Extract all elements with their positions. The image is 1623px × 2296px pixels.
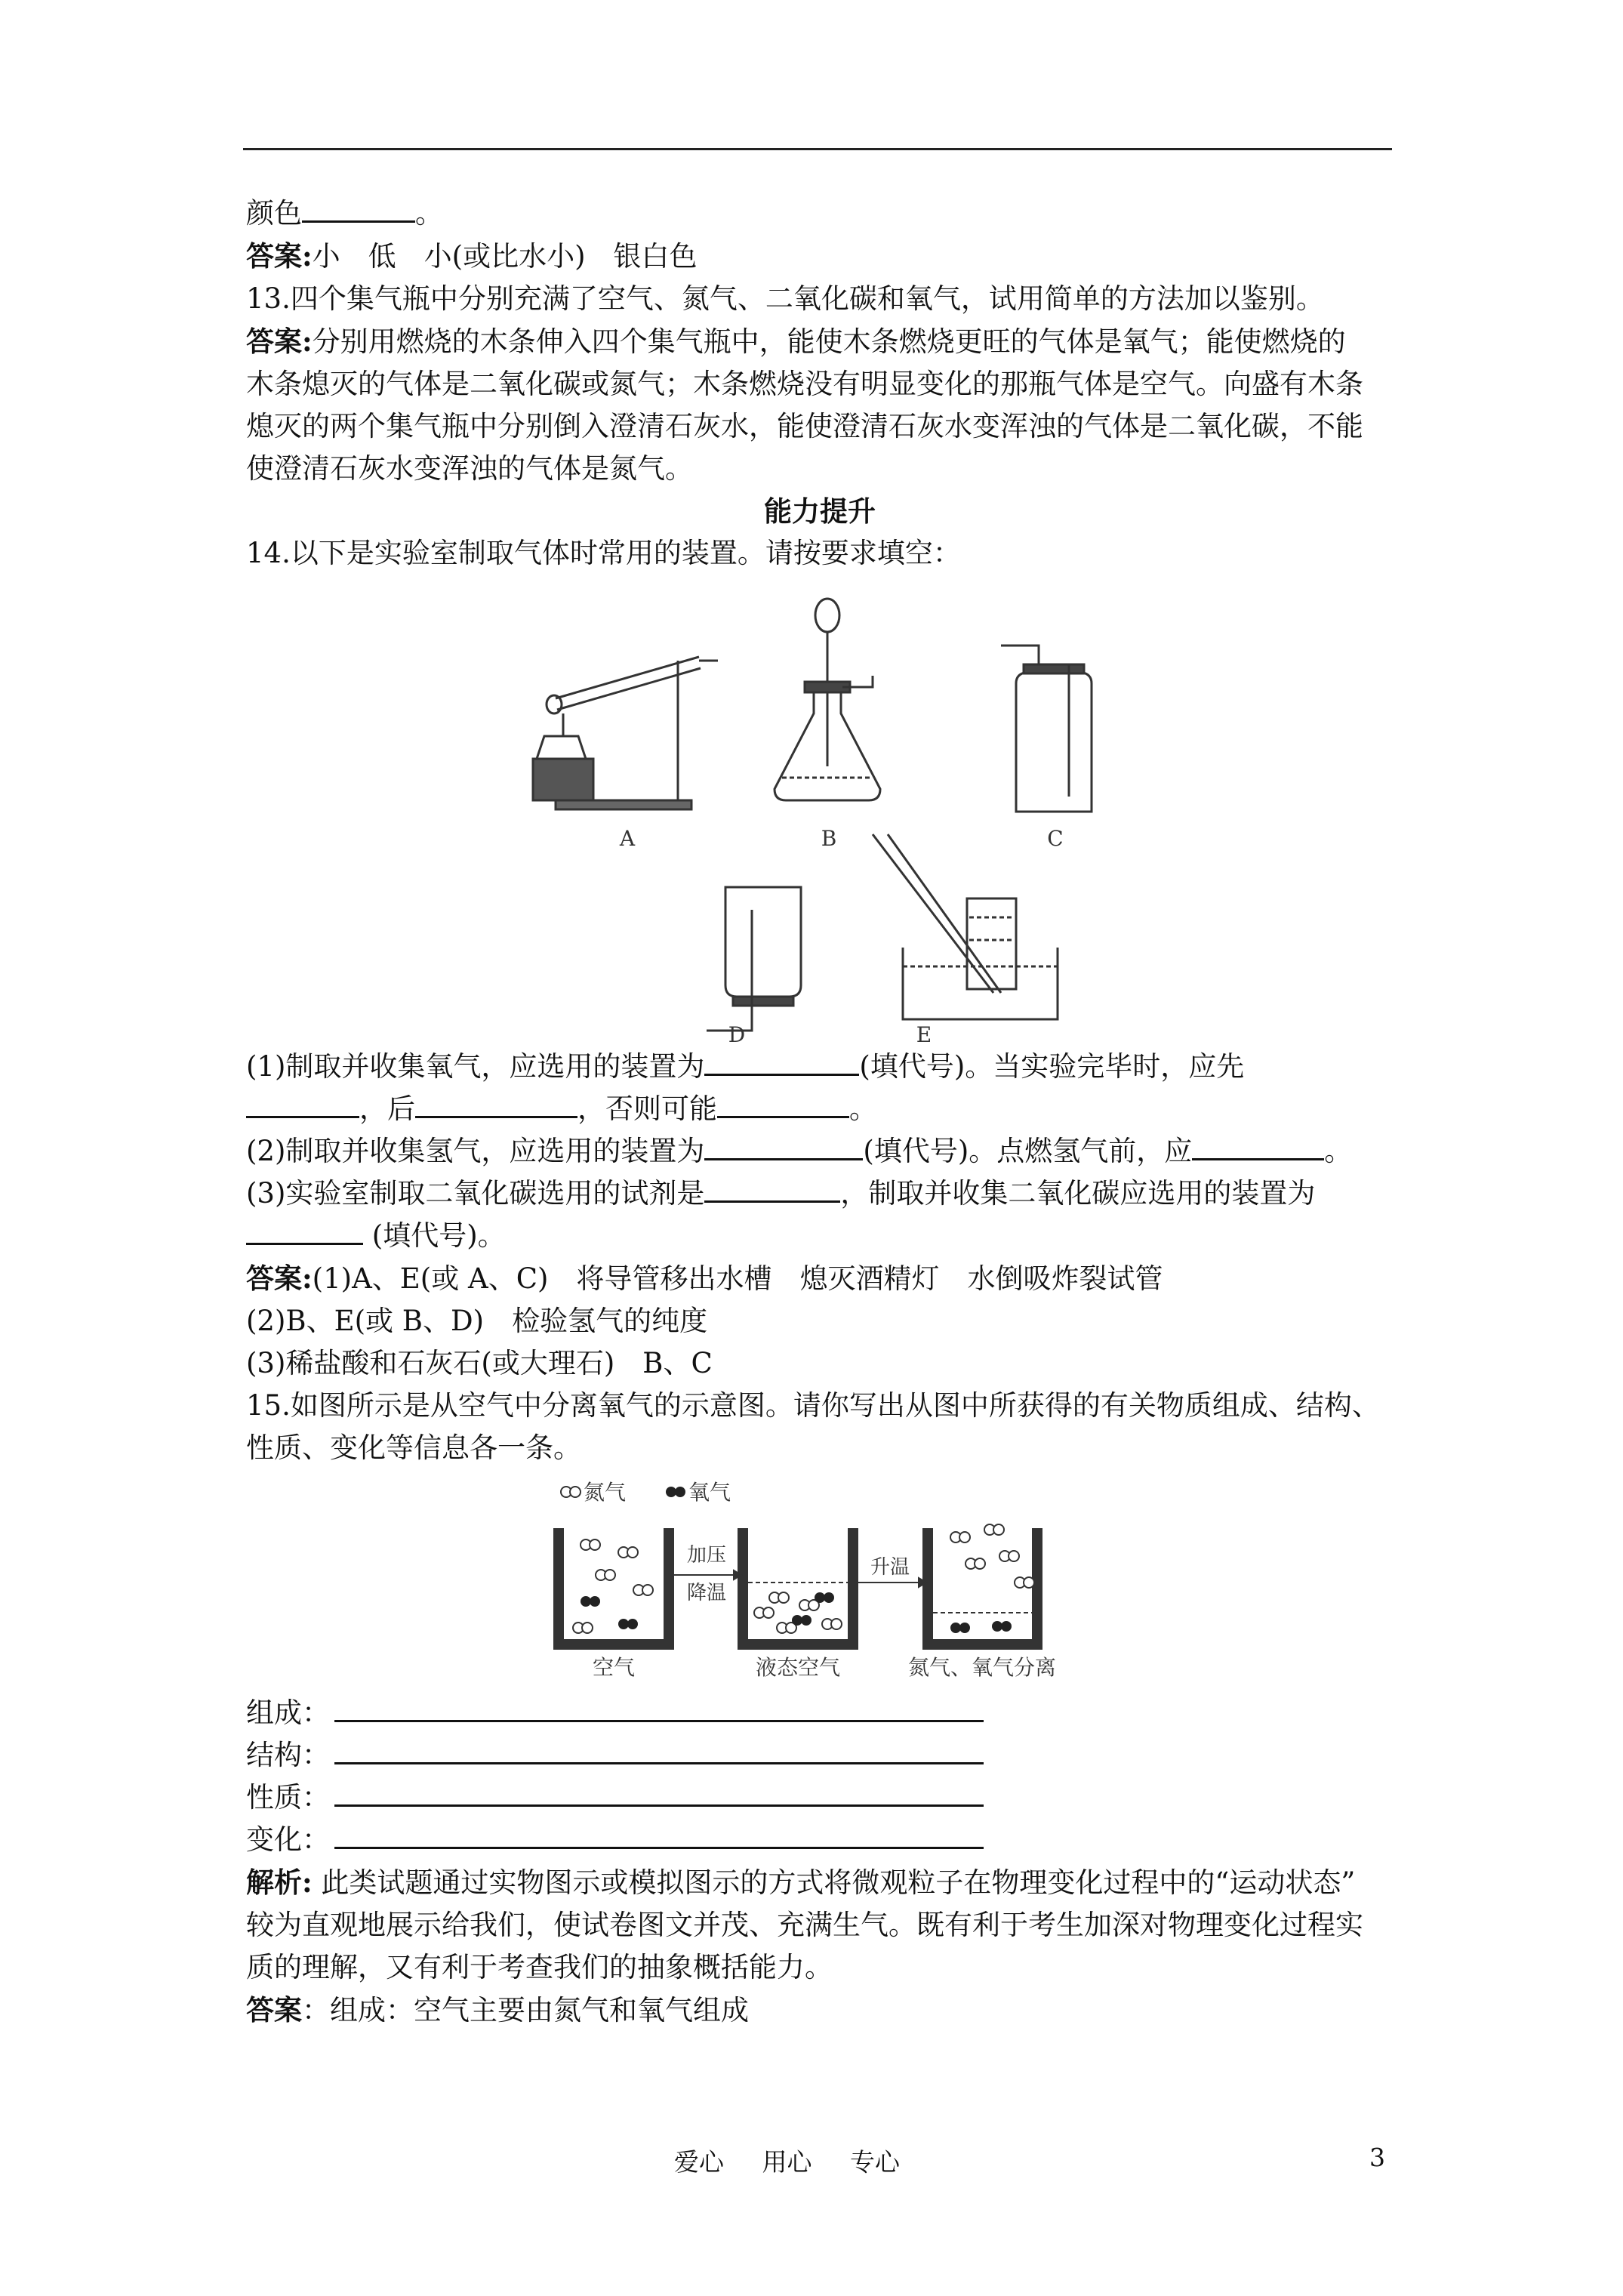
answer-blank[interactable] xyxy=(246,1216,363,1245)
text: 。 xyxy=(1324,1135,1353,1167)
answer-blank[interactable] xyxy=(704,1131,863,1160)
answer-line[interactable] xyxy=(334,1694,984,1722)
q14-answer xyxy=(246,1257,1394,1300)
legend-n2: 氮气 xyxy=(584,1480,627,1505)
analysis-label: 解析: xyxy=(246,1866,313,1899)
answer-label: 答案: xyxy=(246,239,313,273)
label-d: D xyxy=(728,1022,746,1046)
q14-part1 xyxy=(246,1046,1394,1088)
apparatus-c xyxy=(1001,646,1092,812)
fill-property xyxy=(246,1777,1394,1819)
caption-liquid-air: 液态空气 xyxy=(755,1655,841,1680)
text: ，后 xyxy=(359,1093,415,1125)
answer-blank[interactable] xyxy=(717,1089,849,1118)
text: (1)制取并收集氧气，应选用的装置为 xyxy=(246,1050,705,1083)
page-number: 3 xyxy=(1369,2143,1385,2172)
apparatus-d xyxy=(707,887,801,1031)
legend-o2: 氧气 xyxy=(688,1480,731,1505)
section-title: 能力提升 xyxy=(764,495,876,528)
apparatus-a xyxy=(533,657,718,809)
text: (填代号)。 xyxy=(363,1219,506,1252)
answer-label: 答案: xyxy=(246,325,313,358)
q14-answer-3: (3)稀盐酸和石灰石(或大理石) B、C xyxy=(246,1347,713,1379)
answer-text: ：组成：空气主要由氮气和氧气组成 xyxy=(302,1994,749,2026)
q14-part2 xyxy=(246,1130,1394,1173)
text: (3)实验室制取二氧化碳选用的试剂是 xyxy=(246,1177,705,1210)
q14-part1-cont xyxy=(246,1088,1394,1130)
fill-label: 结构： xyxy=(246,1739,330,1771)
arrow2-label: 升温 xyxy=(870,1556,910,1579)
answer-label: 答案 xyxy=(246,1993,302,2026)
air-separation-figure xyxy=(246,1477,1394,1684)
caption-separated: 氮气、氧气分离 xyxy=(907,1655,1057,1680)
text: 。 xyxy=(415,197,443,230)
q14-part3 xyxy=(246,1173,1394,1215)
apparatus-b xyxy=(775,599,880,800)
q13-answer xyxy=(246,320,1394,363)
q14-intro: 14.以下是实验室制取气体时常用的装置。请按要求填空： xyxy=(246,537,961,569)
answer-line[interactable] xyxy=(334,1737,984,1764)
analysis xyxy=(246,1861,1394,1904)
analysis-cont: 较为直观地展示给我们，使试卷图文并茂、充满生气。既有利于考生加深对物理变化过程实 xyxy=(246,1909,1363,1941)
q12-color-line xyxy=(246,193,1394,235)
analysis-cont: 质的理解，又有利于考查我们的抽象概括能力。 xyxy=(246,1951,833,1983)
q15-answer xyxy=(246,1989,1394,2032)
label-c: C xyxy=(1047,826,1064,851)
q13-answer-cont: 木条熄灭的气体是二氧化碳或氮气；木条燃烧没有明显变化的那瓶气体是空气。向盛有木条 xyxy=(246,368,1363,400)
q14-answer-2: (2)B、E(或 B、D) 检验氢气的纯度 xyxy=(246,1305,708,1337)
q14-part3-cont xyxy=(246,1215,1394,1257)
apparatus-figure xyxy=(246,585,1394,1046)
fill-structure xyxy=(246,1734,1394,1777)
fill-label: 组成： xyxy=(246,1697,330,1729)
answer-blank[interactable] xyxy=(302,193,415,223)
arrow1-top-label: 加压 xyxy=(686,1544,727,1567)
footer-motto: 爱心 用心 专心 xyxy=(674,2147,900,2177)
text: ，否则可能 xyxy=(577,1093,717,1125)
answer-label: 答案: xyxy=(246,1262,313,1295)
fill-composition xyxy=(246,1692,1394,1734)
q15-question-cont: 性质、变化等信息各一条。 xyxy=(246,1432,581,1464)
text: (填代号)。点燃氢气前，应 xyxy=(863,1135,1193,1167)
answer-blank[interactable] xyxy=(415,1089,577,1118)
text: ，制取并收集二氧化碳应选用的装置为 xyxy=(840,1177,1316,1210)
answer-blank[interactable] xyxy=(704,1173,840,1203)
label-e: E xyxy=(916,1022,932,1046)
q13-answer-cont: 熄灭的两个集气瓶中分别倒入澄清石灰水，能使澄清石灰水变浑浊的气体是二氧化碳，不能 xyxy=(246,410,1363,442)
answer-blank[interactable] xyxy=(1192,1131,1324,1160)
analysis-text: 此类试题通过实物图示或模拟图示的方式将微观粒子在物理变化过程中的“运动状态” xyxy=(312,1866,1356,1899)
arrow1-bottom-label: 降温 xyxy=(686,1582,727,1604)
text: 颜色 xyxy=(246,197,302,230)
label-b: B xyxy=(821,826,837,851)
q13-question: 13.四个集气瓶中分别充满了空气、氮气、二氧化碳和氧气，试用简单的方法加以鉴别。 xyxy=(246,282,1324,315)
answer-text: 分别用燃烧的木条伸入四个集气瓶中，能使木条燃烧更旺的气体是氧气；能使燃烧的 xyxy=(312,325,1346,358)
answer-line[interactable] xyxy=(334,1821,984,1849)
q12-answer xyxy=(246,235,1394,278)
answer-line[interactable] xyxy=(334,1779,984,1807)
q15-question: 15.如图所示是从空气中分离氧气的示意图。请你写出从图中所获得的有关物质组成、结构、 xyxy=(246,1389,1380,1422)
answer-blank[interactable] xyxy=(246,1089,359,1118)
header-rule xyxy=(243,148,1392,150)
answer-text: (1)A、E(或 A、C) 将导管移出水槽 熄灭酒精灯 水倒吸炸裂试管 xyxy=(312,1262,1163,1295)
fill-change xyxy=(246,1819,1394,1861)
q13-answer-cont: 使澄清石灰水变浑浊的气体是氮气。 xyxy=(246,452,693,485)
text: (填代号)。当实验完毕时，应先 xyxy=(859,1050,1245,1083)
apparatus-e xyxy=(873,834,1058,1019)
answer-blank[interactable] xyxy=(704,1046,859,1076)
fill-label: 性质： xyxy=(246,1781,330,1814)
text: 。 xyxy=(849,1093,877,1125)
text: (2)制取并收集氢气，应选用的装置为 xyxy=(246,1135,705,1167)
caption-air: 空气 xyxy=(592,1655,636,1680)
answer-text: 小 低 小(或比水小) 银白色 xyxy=(312,240,698,273)
content xyxy=(246,193,1394,2032)
label-a: A xyxy=(619,826,636,851)
fill-label: 变化： xyxy=(246,1823,330,1856)
